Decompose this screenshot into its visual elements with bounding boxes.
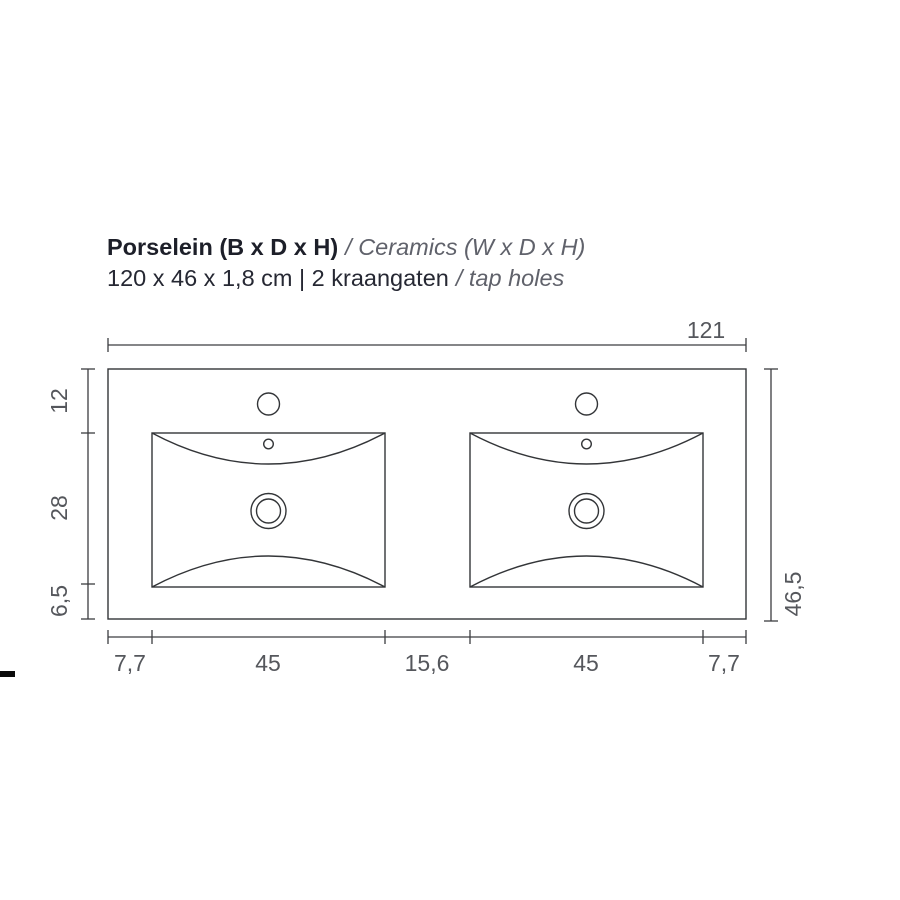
basin-left-front-slope-curve xyxy=(152,556,385,587)
tap-hole-left-icon xyxy=(258,393,280,415)
dimension-label-basin-depth: 28 xyxy=(46,495,72,521)
dimension-label-total-width: 121 xyxy=(686,317,726,343)
basin-left xyxy=(152,393,385,587)
countertop-outline xyxy=(108,369,746,619)
dimension-label-center-gap: 15,6 xyxy=(404,650,450,676)
spec-title-english: / Ceramics (W x D x H) xyxy=(345,234,586,260)
basin-right-front-slope-curve xyxy=(470,556,703,587)
dimension-label-top-margin: 12 xyxy=(46,388,72,414)
top-dimension-line xyxy=(108,338,746,352)
drain-left-inner-icon xyxy=(257,499,281,523)
bottom-dimension-line xyxy=(108,630,746,644)
dimension-label-total-depth: 46,5 xyxy=(780,571,806,617)
dimension-label-left-edge: 7,7 xyxy=(114,650,146,676)
dimension-label-left-basin-width: 45 xyxy=(255,650,281,676)
dimension-label-right-edge: 7,7 xyxy=(708,650,740,676)
dimension-label-right-basin-width: 45 xyxy=(573,650,599,676)
drain-right-inner-icon xyxy=(575,499,599,523)
right-dimension-line xyxy=(764,369,778,621)
basin-left-outline xyxy=(152,433,385,587)
basin-right xyxy=(470,393,703,587)
dimension-label-bottom-margin: 6,5 xyxy=(46,585,72,617)
basin-right-outline xyxy=(470,433,703,587)
spec-size-text: 120 x 46 x 1,8 cm | 2 kraangaten xyxy=(107,265,449,291)
spec-size-text-english: / tap holes xyxy=(455,265,565,291)
left-dimension-line xyxy=(81,369,95,619)
spec-title-dutch: Porselein (B x D x H) xyxy=(107,234,339,260)
page-edge-mark xyxy=(0,671,15,677)
overflow-hole-right-icon xyxy=(582,439,592,449)
tap-hole-right-icon xyxy=(576,393,598,415)
overflow-hole-left-icon xyxy=(264,439,274,449)
